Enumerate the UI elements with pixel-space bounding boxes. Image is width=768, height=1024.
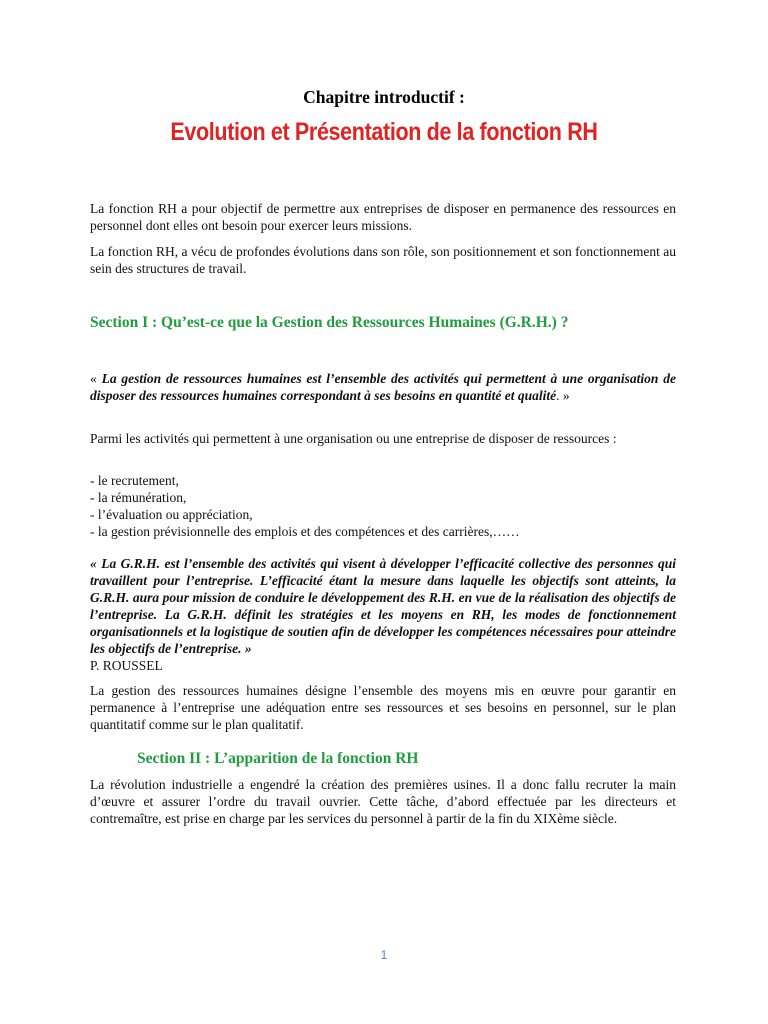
intro-paragraph-1: La fonction RH a pour objectif de permettre aux entreprises de disposer en permanence des ressources en personnel dont elles ont besoin pour exercer leurs missions. [90, 201, 676, 233]
list-item: - le recrutement, [90, 473, 179, 488]
quote-1 [90, 370, 676, 404]
section-2-paragraph: La révolution industrielle a engendré la création des premières usines. Il a donc fallu recruter la main d’œuvre et assurer l’ordre du travail ouvrier. Cette tâche, d’abord effectuée par les directeurs et contremaître, est prise en charge par les services du personnel à partir de la fin du XIXème siècle. [90, 777, 676, 826]
section-2-heading: Section II : L’apparition de la fonction RH [137, 750, 419, 767]
list-item: - la gestion prévisionnelle des emplois et des compétences et des carrières,…… [90, 524, 520, 539]
quote-2-author: P. ROUSSEL [90, 658, 163, 673]
chapter-title: Evolution et Présentation de la fonction RH [170, 118, 598, 146]
chapter-label: Chapitre introductif : [303, 87, 465, 107]
page-number: 1 [380, 948, 388, 962]
list-item: - la rémunération, [90, 490, 187, 505]
activities-intro: Parmi les activités qui permettent à une organisation ou une entreprise de disposer de ressources : [90, 431, 617, 446]
intro-paragraph-2: La fonction RH, a vécu de profondes évolutions dans son rôle, son positionnement et son fonctionnement au sein des structures de travail. [90, 244, 676, 276]
quote-1-open: « [90, 371, 102, 386]
grh-definition: La gestion des ressources humaines désigne l’ensemble des moyens mis en œuvre pour garantir en permanence à l’entreprise une adéquation entre ses ressources et ses besoins en personnel, sur le plan quantitatif comme sur le plan qualitatif. [90, 683, 676, 732]
quote-1-text: La gestion de ressources humaines est l’ensemble des activités qui permettent à une organisation de disposer des ressources humaines correspondant à ses besoins en quantité et qualité [90, 371, 676, 403]
quote-2: « La G.R.H. est l’ensemble des activités qui visent à développer l’efficacité collective des personnes qui travaillent pour l’entreprise. L’efficacité étant la mesure dans laquelle les objectifs sont atteints, la G.R.H. aura pour mission de conduire le développement des R.H. en vue de la réalisation des objectifs de l’entreprise. La G.R.H. définit les stratégies et les moyens en RH, les modes de fonctionnement organisationnels et la logistique de soutien afin de développer les compétences nécessaires pour atteindre les objectifs de l’entreprise. » [90, 556, 676, 656]
quote-1-close: . » [556, 388, 570, 403]
list-item: - l’évaluation ou appréciation, [90, 507, 253, 522]
section-1-heading: Section I : Qu’est-ce que la Gestion des Ressources Humaines (G.R.H.) ? [90, 314, 569, 331]
